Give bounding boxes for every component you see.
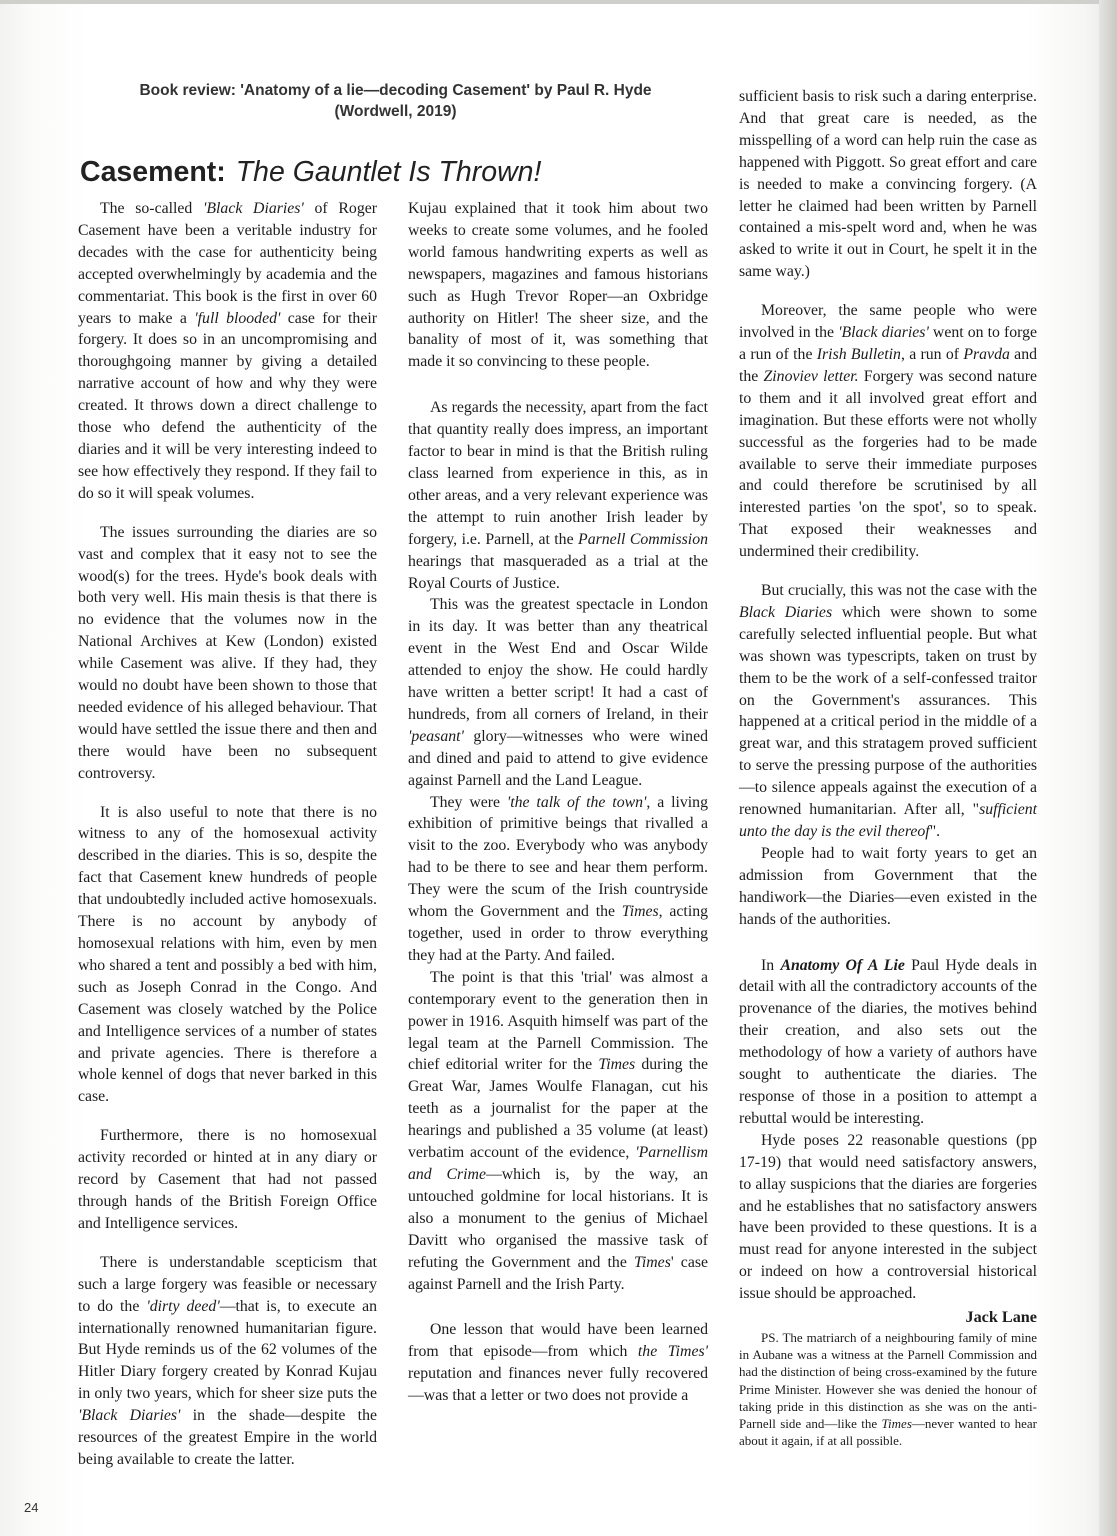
paragraph: Kujau explained that it took him about two weeks to create some volumes, and he fooled world famous handwriting experts as well as newspapers, magazines and famous historians such as Hugh Trevor Roper—an Oxbridge authority on Hitler! The sheer size, and the banality of most of it, was something that made it so convincing to these people. xyxy=(408,200,708,371)
column-3 xyxy=(739,86,1037,1449)
page-top-edge xyxy=(0,0,1117,4)
paragraph: Hyde poses 22 reasonable questions (pp 17-19) that would need satisfactory answers, to allay suspicions that the diaries are forgeries and he establishes that no satisfactory answers have been provided to these questions. It is a must read for anyone interested in the subject or indeed on how a controversial historical issue should be approached. xyxy=(739,1131,1037,1303)
paragraph: The issues surrounding the diaries are so vast and complex that it easy not to see the wood(s) for the trees. Hyde's book deals with both very well. His main thesis is that there is no evidence that the volumes now in the National Archives at Kew (London) existed while Casement was alive. If they had, they would no doubt have been shown to those that needed evidence of his alleged behaviour. That would have settled the issue there and then and there would have been no subsequent controversy. xyxy=(78,523,377,782)
paragraph: One lesson that would have been learned from that episode—from which the Times' reputation and finances never fully recovered —was that a letter or two does not provide a xyxy=(408,1321,708,1405)
paragraph: sufficient basis to risk such a daring enterprise. And that great care is needed, as the misspelling of a word can help ruin the case as happened with Piggott. So great effort and care is needed to make a convincing forgery. (A letter he claimed had been written by Parnell contained a mis-spelt word and, when he was asked to write it out in Court, he spelt it in the same way.) xyxy=(739,88,1038,281)
paragraph: This was the greatest spectacle in London in its day. It was better than any theatrical event in the West End and Oscar Wilde attended to enjoy the show. He could hardly have written a better script! It had a cast of hundreds, from all corners of Ireland, in their 'peasant' glory—witnesses who were wined and dined and paid to attend to give evidence against Parnell and the Land League. xyxy=(408,596,708,789)
paragraph: But crucially, this was not the case with the Black Diaries which were shown to some carefully selected influential people. But what was shown was typescripts, taken on trust by them to be the work of a self-confessed traitor on the Government's assurances. This happened at a critical period in the middle of a great war, and this stratagem proved sufficient to serve the pressing purpose of the authorities—to silence appeals against the execution of a renowned humanitarian. After all, "sufficient unto the day is the evil thereof". xyxy=(739,582,1037,840)
paragraph: The so-called 'Black Diaries' of Roger Casement have been a veritable industry for decades with the case for authenticity being accepted overwhelmingly by academia and the commentariat. This book is the first in over 60 years to make a 'full blooded' case for their forgery. It does so in an uncompromising and thoroughgoing manner by giving a detailed narrative account of how and why they were created. It throws down a direct challenge to those who defend the authenticity of the diaries and it will be very interesting indeed to see how effectively they respond. If they fail to do so it will speak volumes. xyxy=(78,200,378,502)
article-title xyxy=(80,154,720,190)
paragraph: People had to wait forty years to get an admission from Government that the handiwork—the Diaries—even existed in the hands of the authorities. xyxy=(739,844,1037,928)
title-main: Casement: xyxy=(80,156,226,188)
postscript: PS. The matriarch of a neighbouring family of mine in Aubane was a witness at the Parnell Commission and had the distinction of being cross-examined by the future Prime Minister. However she was denied the honour of taking pride in this distinction as she was on the anti-Parnell side and—like the Times—never wanted to hear about it again, if at all possible. xyxy=(739,1329,1037,1449)
paragraph: There is understandable scepticism that such a large forgery was feasible or necessary to do the 'dirty deed'—that is, to execute an internationally renowned humanitarian figure. But Hyde reminds us of the 62 volumes of the Hitler Diary forgery created by Konrad Kujau in only two years, which for sheer size puts the 'Black Diaries' in the shade—despite the resources of the greatest Empire in the world being available to create the latter. xyxy=(78,1253,377,1468)
title-sub: The Gauntlet Is Thrown! xyxy=(235,156,542,188)
paragraph: Moreover, the same people who were involved in the 'Black diaries' went on to forge a run of the Irish Bulletin, a run of Pravda and the Zinoviev letter. Forgery was second nature to them and it all involved great effort and imagination. But these efforts were not wholly successful as the forgeries had to be made available to serve their immediate purposes and could therefore be scrutinised by all interested parties 'on the spot', so to speak. That exposed their weaknesses and undermined their credibility. xyxy=(739,302,1038,561)
paragraph: In Anatomy Of A Lie Paul Hyde deals in detail with all the contradictory accounts of the provenance of the diaries, the motives behind their creation, and also sets out the methodology of how a variety of authors have sought to authenticate the diaries. The response of those in a position to attempt a rebuttal would be interesting. xyxy=(739,956,1038,1127)
paragraph: It is also useful to note that there is no witness to any of the homosexual activity described in the diaries. This is so, despite the fact that Casement knew hundreds of people that undoubtedly included active homosexuals. There is no account by anybody of homosexual relations with him, even by men who shared a tent and possibly a bed with him, such as Joseph Conrad in the Congo. And Casement was closely watched by the Police and Intelligence services of a number of states and private agencies. There is therefore a whole kennel of dogs that never barked in this case. xyxy=(78,803,377,1106)
paragraph: They were 'the talk of the town', a living exhibition of primitive beings that rivalled a visit to the zoo. Everybody who was anybody had to be there to see and hear them perform. They were the scum of the Irish countryside whom the Government and the Times, acting together, used in order to throw everything they had at the Party. And failed. xyxy=(408,793,709,964)
paragraph: The point is that this 'trial' was almost a contemporary event to the generation then in power in 1916. Asquith himself was part of the legal team at the Parnell Commission. The chief editorial writer for the Times during the Great War, James Woulfe Flanagan, cut his teeth as a journalist for the paper at the hearings and published a 35 volume (at least) verbatim account of the evidence, 'Parnellism and Crime—which is, by the way, an untouched goldmine for local historians. It is also a monument to the genius of Michael Davitt who organised the massive task of refuting the Government and the Times' case against Parnell and the Irish Party. xyxy=(408,968,708,1293)
column-2 xyxy=(408,198,708,1407)
page-number: 24 xyxy=(24,1500,39,1515)
header-line-2: (Wordwell, 2019) xyxy=(334,103,457,120)
paragraph: As regards the necessity, apart from the fact that quantity really does impress, an important factor to bear in mind is that the British ruling class learned from experience in this, as in other areas, and a very relevant experience was the attempt to ruin another Irish leader by forgery, i.e. Parnell, at the Parnell Commission hearings that masqueraded as a trial at the Royal Courts of Justice. xyxy=(408,399,708,592)
review-header xyxy=(78,80,713,122)
page-binding-edge xyxy=(1099,0,1117,1536)
author-signature: Jack Lane xyxy=(965,1308,1037,1327)
column-1 xyxy=(78,198,377,1471)
paragraph: Furthermore, there is no homosexual activity recorded or hinted at in any diary or record by Casement that had not passed through hands of the British Foreign Office and Intelligence services. xyxy=(78,1127,377,1232)
header-line-1: Book review: 'Anatomy of a lie—decoding Casement' by Paul R. Hyde xyxy=(139,82,652,99)
